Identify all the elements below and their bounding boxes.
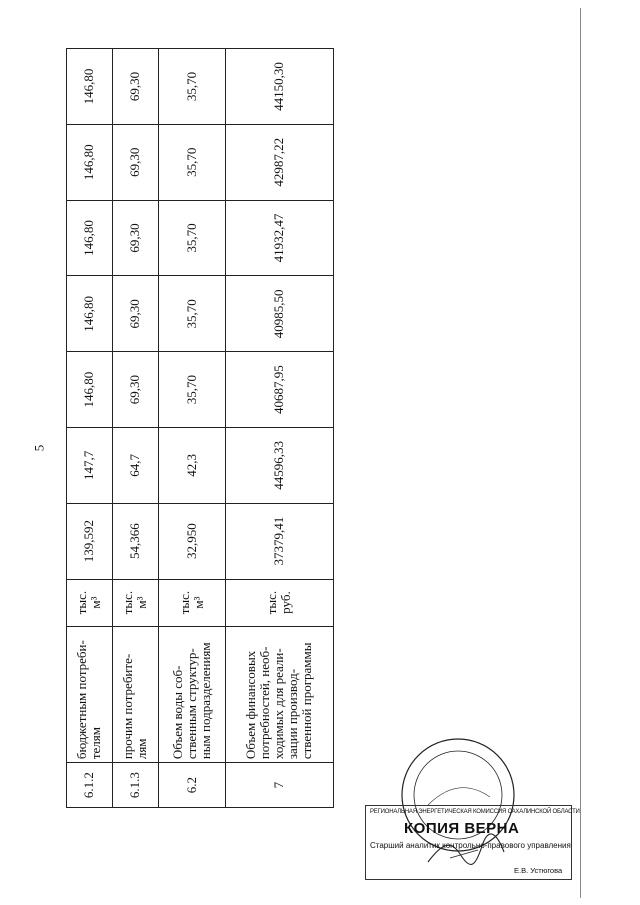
row-name-line: Объем воды соб-	[169, 665, 185, 760]
row-name-line: ственным структур-	[183, 648, 199, 760]
page-edge-line	[580, 8, 581, 898]
table-row	[158, 49, 225, 808]
row-unit	[67, 579, 113, 626]
value-cell: 54,366	[112, 503, 158, 579]
value-cell: 40985,50	[225, 276, 333, 352]
row-name-line: потребностей, необ-	[257, 646, 273, 760]
row-unit	[225, 579, 333, 626]
row-name	[112, 626, 158, 763]
table-row	[67, 49, 113, 808]
page-number: 5	[31, 444, 47, 452]
row-name-line: Объем финансовых	[243, 650, 259, 760]
value-cell: 44150,30	[225, 49, 333, 125]
row-index: 6.2	[158, 763, 225, 808]
value-cell: 69,30	[112, 49, 158, 125]
row-name-line: ходимых для реали-	[271, 648, 287, 760]
value-cell: 139,592	[67, 503, 113, 579]
value-cell: 147,7	[67, 428, 113, 504]
row-unit-line: тыс.	[120, 590, 136, 615]
row-index: 7	[225, 763, 333, 808]
value-cell: 35,70	[158, 352, 225, 428]
row-name	[158, 626, 225, 763]
table-row	[112, 49, 158, 808]
row-unit-line: м³	[190, 596, 206, 609]
row-unit-line: тыс.	[264, 590, 280, 615]
row-name	[67, 626, 113, 763]
value-cell: 146,80	[67, 49, 113, 125]
value-cell: 37379,41	[225, 503, 333, 579]
row-name-line: прочим потребите-	[120, 653, 136, 760]
row-index: 6.1.3	[112, 763, 158, 808]
value-cell: 35,70	[158, 49, 225, 125]
row-name-line: ственной программы	[299, 642, 315, 760]
row-index: 6.1.2	[67, 763, 113, 808]
row-name-line: зации производ-	[285, 668, 301, 760]
table-row	[225, 49, 333, 808]
row-unit-line: тыс.	[176, 590, 192, 615]
value-cell: 146,80	[67, 276, 113, 352]
stamp-organization: РЕГИОНАЛЬНАЯ ЭНЕРГЕТИЧЕСКАЯ КОМИССИЯ САХАЛИНСКОЙ ОБЛАСТИ	[370, 809, 580, 815]
row-name-line: бюджетным потреби-	[74, 640, 90, 760]
value-cell: 42987,22	[225, 124, 333, 200]
value-cell: 146,80	[67, 124, 113, 200]
value-cell: 69,30	[112, 200, 158, 276]
row-unit-line: тыс.	[74, 590, 90, 615]
value-cell: 69,30	[112, 276, 158, 352]
value-cell: 35,70	[158, 124, 225, 200]
value-cell: 64,7	[112, 428, 158, 504]
row-unit-line: руб.	[278, 591, 294, 614]
row-unit-line: м³	[134, 596, 150, 609]
rotated-table	[66, 48, 334, 808]
handwritten-signature	[420, 828, 510, 876]
value-cell: 41932,47	[225, 200, 333, 276]
value-cell: 35,70	[158, 200, 225, 276]
value-cell: 44596,33	[225, 428, 333, 504]
value-cell: 35,70	[158, 276, 225, 352]
row-name-line: лям	[134, 738, 150, 760]
value-cell: 40687,95	[225, 352, 333, 428]
row-name	[225, 626, 333, 763]
value-cell: 69,30	[112, 352, 158, 428]
value-cell: 69,30	[112, 124, 158, 200]
stamp-person: Е.В. Устюгова	[514, 866, 563, 875]
row-unit	[158, 579, 225, 626]
row-unit	[112, 579, 158, 626]
row-name-line: ным подразделениям	[197, 642, 213, 760]
row-name-line: телям	[88, 727, 104, 760]
data-table	[66, 48, 334, 808]
stamp-position: Старший аналитик контрольно-правового управления	[370, 841, 571, 850]
value-cell: 146,80	[67, 352, 113, 428]
value-cell: 146,80	[67, 200, 113, 276]
value-cell: 42,3	[158, 428, 225, 504]
row-unit-line: м³	[88, 596, 104, 609]
stamp-copy-text: КОПИЯ ВЕРНА	[404, 820, 520, 837]
value-cell: 32,950	[158, 503, 225, 579]
